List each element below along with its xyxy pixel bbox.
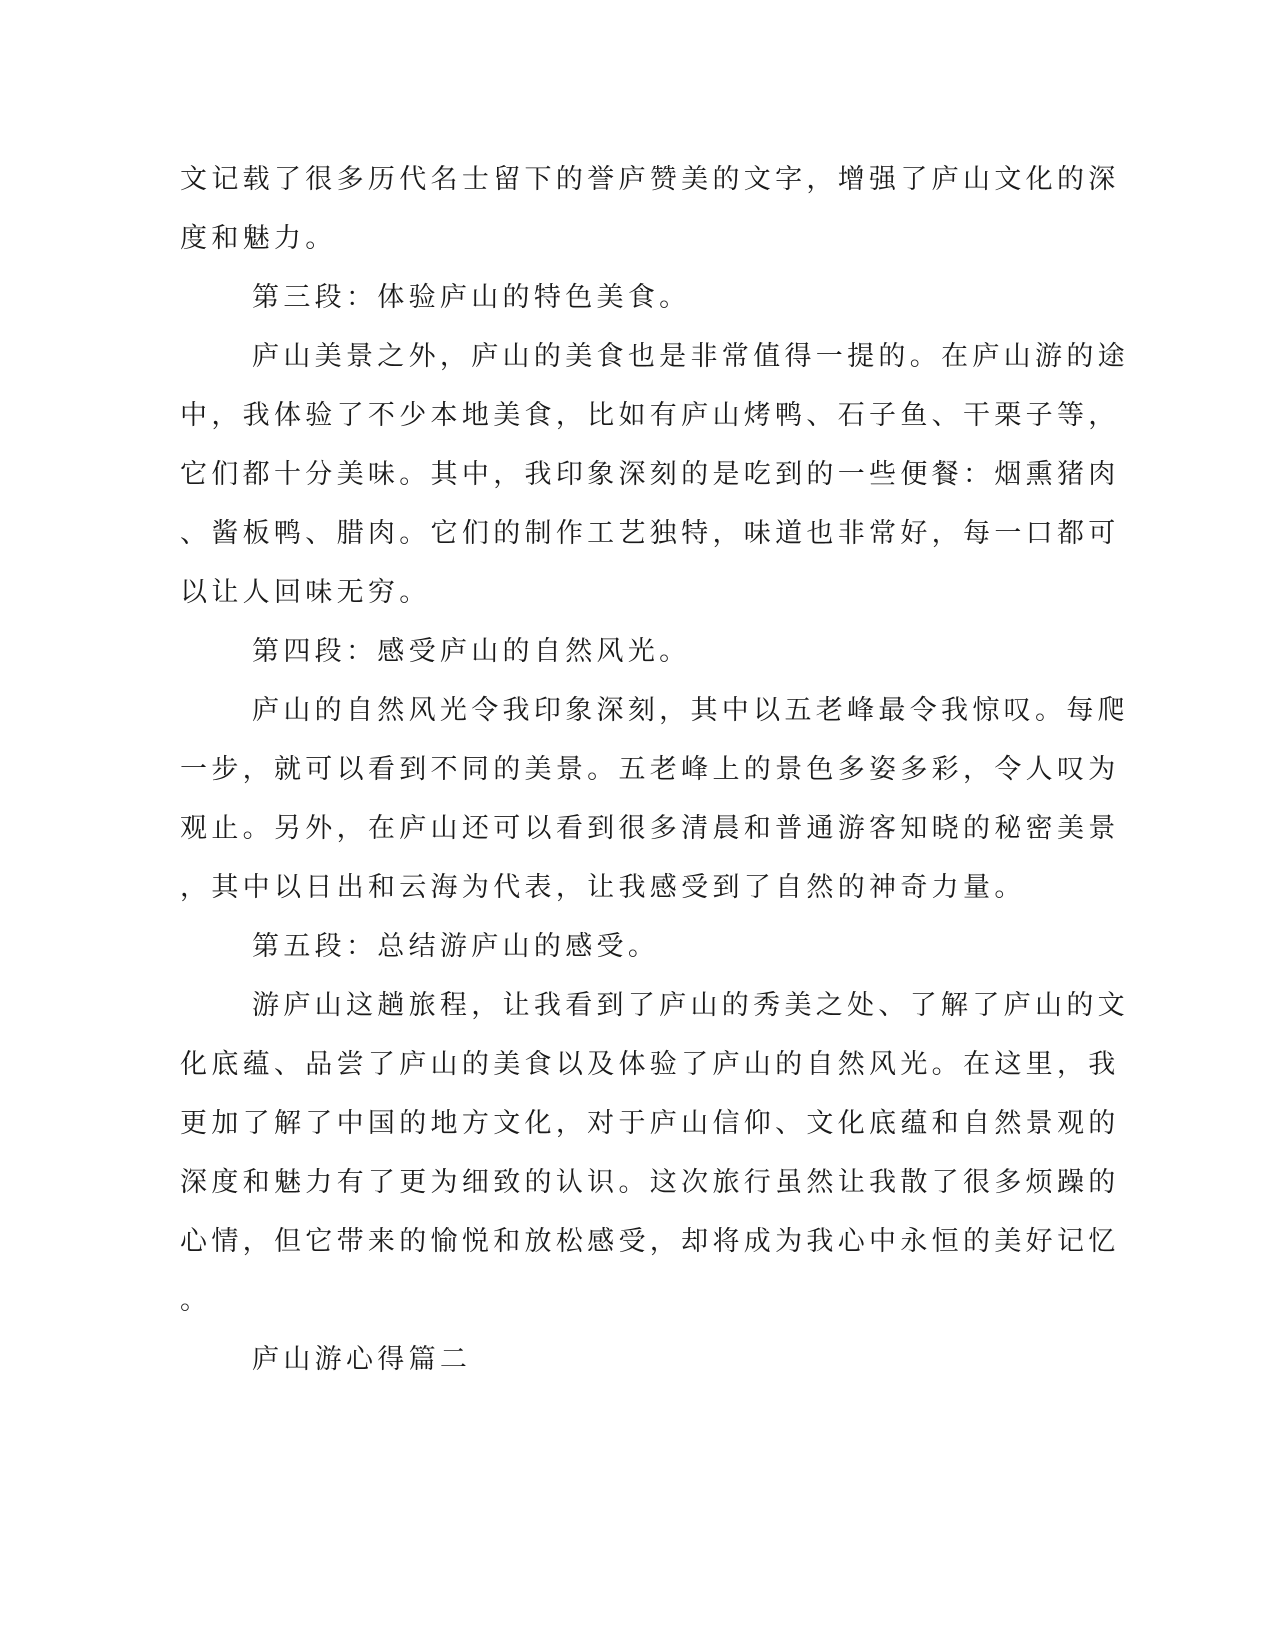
text-line: 庐山美景之外，庐山的美食也是非常值得一提的。在庐山游的途 [252,341,1129,372]
text-line: 庐山的自然风光令我印象深刻，其中以五老峰最令我惊叹。每爬 [252,695,1129,726]
text-line: 文记载了很多历代名士留下的誉庐赞美的文字，增强了庐山文化的深 [180,164,1120,195]
text-line: 游庐山这趟旅程，让我看到了庐山的秀美之处、了解了庐山的文 [252,990,1129,1021]
section-heading: 庐山游心得篇二 [252,1344,472,1375]
section-heading: 第五段：总结游庐山的感受。 [252,931,660,962]
text-line: 深度和魅力有了更为细致的认识。这次旅行虽然让我散了很多烦躁的 [180,1167,1120,1198]
text-line: 一步，就可以看到不同的美景。五老峰上的景色多姿多彩，令人叹为 [180,754,1120,785]
section-heading: 第三段：体验庐山的特色美食。 [252,282,691,313]
text-line: 它们都十分美味。其中，我印象深刻的是吃到的一些便餐：烟熏猪肉 [180,459,1120,490]
text-line: 心情，但它带来的愉悦和放松感受，却将成为我心中永恒的美好记忆 [180,1226,1120,1257]
text-line: 化底蕴、品尝了庐山的美食以及体验了庐山的自然风光。在这里，我 [180,1049,1120,1080]
text-line: 。 [180,1285,212,1316]
text-line: ，其中以日出和云海为代表，让我感受到了自然的神奇力量。 [180,872,1026,903]
text-line: 、酱板鸭、腊肉。它们的制作工艺独特，味道也非常好，每一口都可 [180,518,1120,549]
section-heading: 第四段：感受庐山的自然风光。 [252,636,691,667]
text-line: 更加了解了中国的地方文化，对于庐山信仰、文化底蕴和自然景观的 [180,1108,1120,1139]
text-line: 度和魅力。 [180,223,337,254]
text-line: 以让人回味无穷。 [180,577,431,608]
text-line: 观止。另外，在庐山还可以看到很多清晨和普通游客知晓的秘密美景 [180,813,1120,844]
text-line: 中，我体验了不少本地美食，比如有庐山烤鸭、石子鱼、干栗子等， [180,400,1120,431]
